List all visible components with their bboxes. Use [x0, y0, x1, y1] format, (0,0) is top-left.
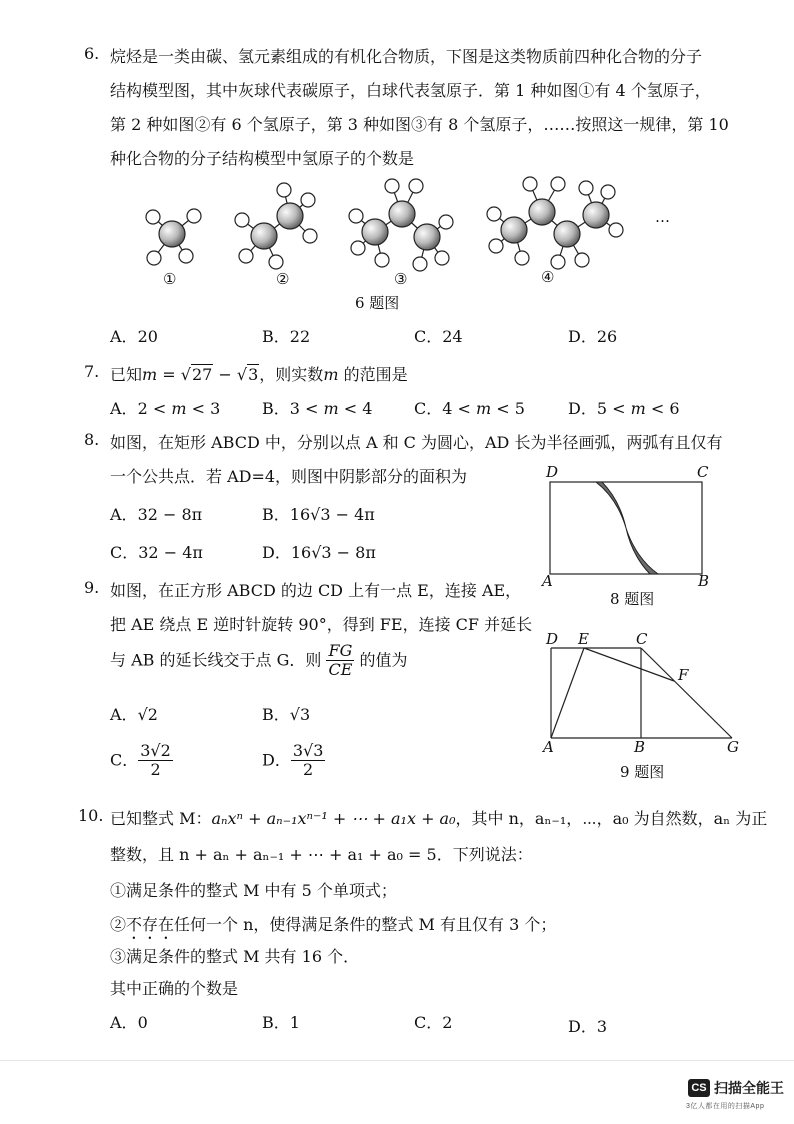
molecule-model-2: [235, 183, 317, 269]
q9-label-d: D: [546, 630, 559, 648]
q6-text-line-4: 种化合物的分子结构模型中氢原子的个数是: [110, 149, 415, 168]
q9-option-d: D． $\frac{3√3}{2}$: [262, 741, 324, 780]
q8-option-a: A．32 − 8π: [110, 505, 203, 524]
q9-text-line-3: 与 AB 的延长线交于点 G．则 $\frac{FG}{CE}$ 的值为: [110, 641, 408, 680]
q9-number: 9.: [84, 578, 100, 597]
q6-text-line-3: 第 2 种如图②有 6 个氢原子，第 3 种如图③有 8 个氢原子，……按照这一规律，第 10: [110, 115, 729, 134]
q8-option-c: C．32 − 4π: [110, 543, 203, 562]
model-label-3: ③: [394, 270, 408, 288]
q8-label-a: A: [542, 572, 553, 590]
q6-option-d: D．26: [568, 327, 618, 346]
q10-option-a: A．0: [110, 1013, 148, 1032]
q8-option-b: B．16√3 − 4π: [262, 505, 375, 524]
models-ellipsis: …: [655, 208, 670, 226]
q10-text-line-1: 已知整式 M：aₙxⁿ + aₙ₋₁xⁿ⁻¹ + ⋯ + a₁x + a₀，其中 n，aₙ₋₁，⋯，a₀ 为自然数，aₙ 为正: [110, 809, 768, 828]
q9-label-b: B: [634, 738, 646, 756]
q8-figure-caption: 8 题图: [610, 590, 655, 608]
q7-number: 7.: [84, 362, 100, 381]
q9-text-line-2: 把 AE 绕点 E 逆时针旋转 90°，得到 FE，连接 CF 并延长: [110, 615, 533, 634]
q10-option-d: D．3: [568, 1017, 608, 1036]
q8-number: 8.: [84, 430, 100, 449]
q10-statement-2: ②不存在任何一个 n，使得满足条件的整式 M 有且仅有 3 个；: [110, 915, 557, 934]
q9-label-a: A: [543, 738, 554, 756]
q8-label-b: B: [698, 572, 710, 590]
q9-label-c: C: [636, 630, 648, 648]
camscanner-brand-name: 扫描全能王: [714, 1080, 784, 1096]
q8-option-d: D．16√3 − 8π: [262, 543, 376, 562]
q9-label-g: G: [727, 738, 739, 756]
q8-label-d: D: [546, 463, 559, 481]
q9-square-figure: [540, 636, 750, 748]
q6-option-b: B．22: [262, 327, 311, 346]
molecule-model-1: [146, 209, 201, 265]
q7-option-c: C．4 < m < 5: [414, 399, 525, 418]
q6-option-a: A．20: [110, 327, 158, 346]
q10-number: 10.: [78, 806, 104, 825]
q8-text-line-1: 如图，在矩形 ABCD 中，分别以点 A 和 C 为圆心，AD 长为半径画弧，两弧有且仅有: [110, 433, 723, 452]
q9-option-a: A．√2: [110, 705, 158, 724]
q9-option-b: B．√3: [262, 705, 311, 724]
q10-statement-3: ③满足条件的整式 M 共有 16 个．: [110, 947, 360, 966]
q8-text-line-2: 一个公共点．若 AD=4，则图中阴影部分的面积为: [110, 467, 468, 486]
molecule-model-3: [349, 179, 453, 271]
q6-molecule-figure: [130, 172, 690, 292]
q7-text: 已知m = √27 − √3，则实数m 的范围是: [110, 365, 408, 384]
camscanner-tagline: 3亿人都在用的扫描App: [686, 1103, 765, 1110]
model-label-2: ②: [276, 270, 290, 288]
q10-text-line-2: 整数，且 n + aₙ + aₙ₋₁ + ⋯ + a₁ + a₀ = 5．下列说法：: [110, 845, 533, 864]
q10-statement-1: ①满足条件的整式 M 中有 5 个单项式；: [110, 881, 397, 900]
q10-conclusion: 其中正确的个数是: [110, 979, 239, 998]
q10-option-c: C．2: [414, 1013, 453, 1032]
model-label-1: ①: [163, 270, 177, 288]
q9-option-c: C． $\frac{3√2}{2}$: [110, 741, 171, 780]
q7-option-d: D．5 < m < 6: [568, 399, 680, 418]
q6-text-line-2: 结构模型图，其中灰球代表碳原子，白球代表氢原子．第 1 种如图①有 4 个氢原子，: [110, 81, 711, 100]
camscanner-logo-icon: CS: [688, 1079, 710, 1097]
q9-figure-caption: 9 题图: [620, 763, 665, 781]
q9-label-f: F: [678, 666, 689, 684]
q6-option-c: C．24: [414, 327, 463, 346]
model-label-4: ④: [541, 268, 555, 286]
q6-number: 6.: [84, 44, 100, 63]
q7-option-b: B．3 < m < 4: [262, 399, 373, 418]
q6-text-line-1: 烷烃是一类由碳、氢元素组成的有机化合物质，下图是这类物质前四种化合物的分子: [110, 47, 703, 66]
molecule-model-4: [487, 177, 623, 269]
q9-label-e: E: [578, 630, 589, 648]
q7-option-a: A．2 < m < 3: [110, 399, 221, 418]
footer-divider: [0, 1060, 794, 1061]
q10-option-b: B．1: [262, 1013, 300, 1032]
q6-figure-caption: 6 题图: [355, 294, 400, 312]
q8-label-c: C: [697, 463, 709, 481]
q9-text-line-1: 如图，在正方形 ABCD 的边 CD 上有一点 E，连接 AE，: [110, 581, 522, 600]
